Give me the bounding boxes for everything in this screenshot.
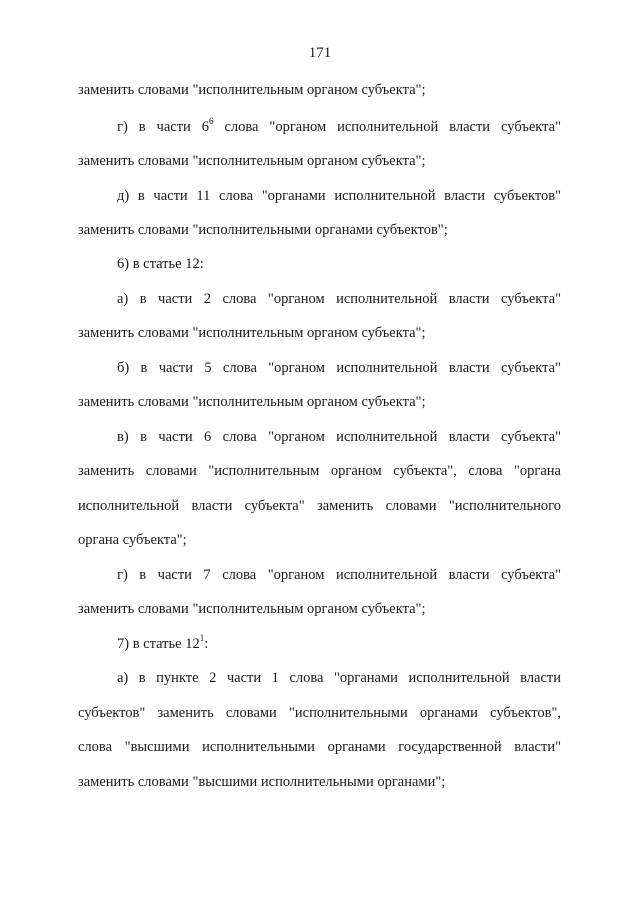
text-line: д) в части 11 слова "органами исполнительной власти субъектов": [117, 188, 561, 204]
text-line: в) в части 6 слова "органом исполнительной власти субъекта": [117, 429, 561, 445]
text-line: слова "высшими исполнительными органами государственной власти": [78, 739, 561, 755]
text-line: г) в части 7 слова "органом исполнительной власти субъекта": [117, 567, 561, 583]
text-fragment: 7) в статье 12: [117, 636, 200, 652]
text-line: субъектов" заменить словами "исполнительными органами субъектов",: [78, 705, 561, 721]
text-fragment: г) в части 6: [117, 119, 209, 135]
text-line: заменить словами "исполнительным органом субъекта";: [78, 394, 426, 410]
text-line: исполнительной власти субъекта" заменить словами "исполнительного: [78, 498, 561, 514]
text-line: заменить словами "исполнительным органом субъекта", слова "органа: [78, 463, 561, 479]
page-number: 171: [308, 45, 332, 61]
text-line: б) в части 5 слова "органом исполнительной власти субъекта": [117, 360, 561, 376]
text-line: заменить словами "исполнительными органами субъектов";: [78, 222, 448, 238]
text-line: заменить словами "высшими исполнительными органами";: [78, 774, 446, 790]
text-line: заменить словами "исполнительным органом субъекта";: [78, 325, 426, 341]
text-fragment: :: [204, 636, 209, 652]
text-line: заменить словами "исполнительным органом субъекта";: [78, 153, 426, 169]
text-line: заменить словами "исполнительным органом субъекта";: [78, 82, 426, 98]
text-line: заменить словами "исполнительным органом субъекта";: [78, 601, 426, 617]
text-line: а) в пункте 2 части 1 слова "органами исполнительной власти: [117, 670, 561, 686]
superscript: 1: [199, 633, 205, 643]
text-line: 6) в статье 12:: [117, 256, 204, 272]
text-line: а) в части 2 слова "органом исполнительной власти субъекта": [117, 291, 561, 307]
superscript: 6: [209, 116, 214, 126]
text-line: [117, 117, 561, 137]
text-line: органа субъекта";: [78, 532, 187, 548]
text-fragment: слова "органом исполнительной власти субъекта": [213, 119, 561, 135]
text-line: [117, 634, 561, 654]
